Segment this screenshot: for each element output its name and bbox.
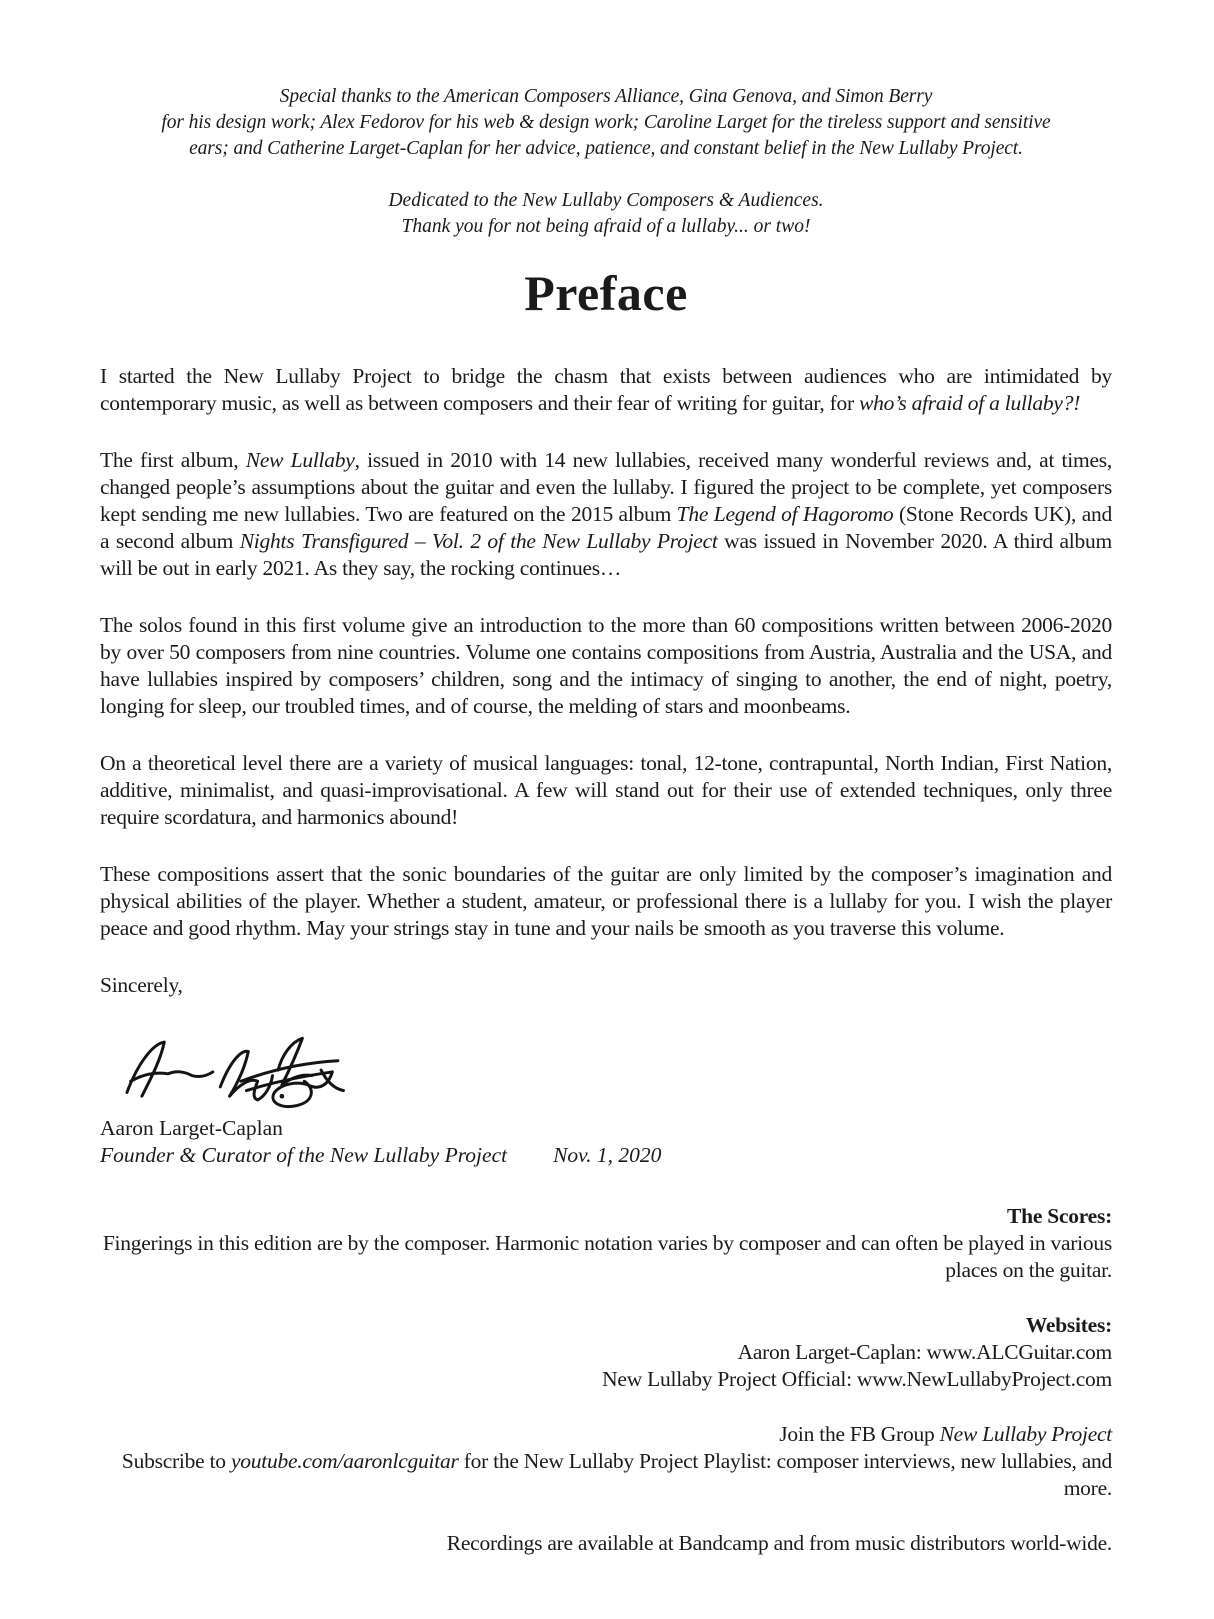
website-line: New Lullaby Project Official: www.NewLullabyProject.com (602, 1367, 1112, 1391)
subscribe-line: Subscribe to youtube.com/aaronlcguitar for the New Lullaby Project Playlist: composer interviews, new lullabies, and more. (121, 1449, 1112, 1500)
fb-group-line: Join the FB Group New Lullaby Project (779, 1422, 1112, 1446)
websites-section (100, 1312, 1112, 1393)
preface-body (100, 363, 1112, 999)
scores-section (100, 1203, 1112, 1284)
back-matter (100, 1203, 1112, 1557)
dedication-line: Thank you for not being afraid of a lullaby... or two! (401, 216, 811, 237)
paragraph: The solos found in this first volume give an introduction to the more than 60 compositions written between 2006-2020 by over 50 composers from nine countries. Volume one contains compositions from Austria, Australia and the USA, and have lullabies inspired by composers’ children, song and the intimacy of singing to another, the end of night, poetry, longing for sleep, our troubled times, and of course, the melding of stars and moonbeams. (100, 613, 1112, 718)
signature-section (100, 1029, 1112, 1169)
salutation: Sincerely, (100, 973, 183, 997)
signer-name: Aaron Larget-Caplan (100, 1116, 283, 1140)
signer-role-line (100, 1142, 1112, 1169)
paragraph: I started the New Lullaby Project to bridge the chasm that exists between audiences who are intimidated by contemporary music, as well as between composers and their fear of writing for guitar, for who’s afraid of a lullaby?! (100, 364, 1112, 415)
website-line: Aaron Larget-Caplan: www.ALCGuitar.com (737, 1340, 1112, 1364)
scores-text: Fingerings in this edition are by the composer. Harmonic notation varies by composer and can often be played in various places on the guitar. (102, 1231, 1112, 1282)
page-title: Preface (524, 265, 688, 321)
acknowledgments-line: Special thanks to the American Composers Alliance, Gina Genova, and Simon Berry (279, 86, 933, 107)
acknowledgments (100, 84, 1112, 162)
websites-heading: Websites: (1025, 1313, 1112, 1337)
signature-image (114, 1029, 362, 1113)
dedication-line: Dedicated to the New Lullaby Composers & Audiences. (388, 190, 824, 211)
paragraph: The first album, New Lullaby, issued in 2010 with 14 new lullabies, received many wonderful reviews and, at times, changed people’s assumptions about the guitar and even the lullaby. I figured the project to be complete, yet composers kept sending me new lullabies. Two are featured on the 2015 album The Legend of Hagoromo (Stone Records UK), and a second album Nights Transfigured – Vol. 2 of the New Lullaby Project was issued in November 2020. A third album will be out in early 2021. As they say, the rocking continues… (100, 448, 1113, 580)
acknowledgments-line: for his design work; Alex Fedorov for his web & design work; Caroline Larget for the tireless support and sensitive (161, 112, 1051, 133)
recordings-line: Recordings are available at Bandcamp and from music distributors world-wide. (446, 1531, 1112, 1555)
social-section (100, 1421, 1112, 1502)
paragraph: These compositions assert that the sonic boundaries of the guitar are only limited by the composer’s imagination and physical abilities of the player. Whether a student, amateur, or professional there is a lullaby for you. I wish the player peace and good rhythm. May your strings stay in tune and your nails be smooth as you traverse this volume. (100, 862, 1112, 940)
paragraph: On a theoretical level there are a variety of musical languages: tonal, 12-tone, contrapuntal, North Indian, First Nation, additive, minimalist, and quasi-improvisational. A few will stand out for their use of extended techniques, only three require scordatura, and harmonics abound! (100, 751, 1112, 829)
acknowledgments-line: ears; and Catherine Larget-Caplan for her advice, patience, and constant belief in the New Lullaby Project. (189, 138, 1023, 159)
scores-heading: The Scores: (1007, 1204, 1112, 1228)
dedication (100, 188, 1112, 240)
signature-date: Nov. 1, 2020 (553, 1143, 662, 1167)
signer-role: Founder & Curator of the New Lullaby Project (100, 1143, 508, 1167)
